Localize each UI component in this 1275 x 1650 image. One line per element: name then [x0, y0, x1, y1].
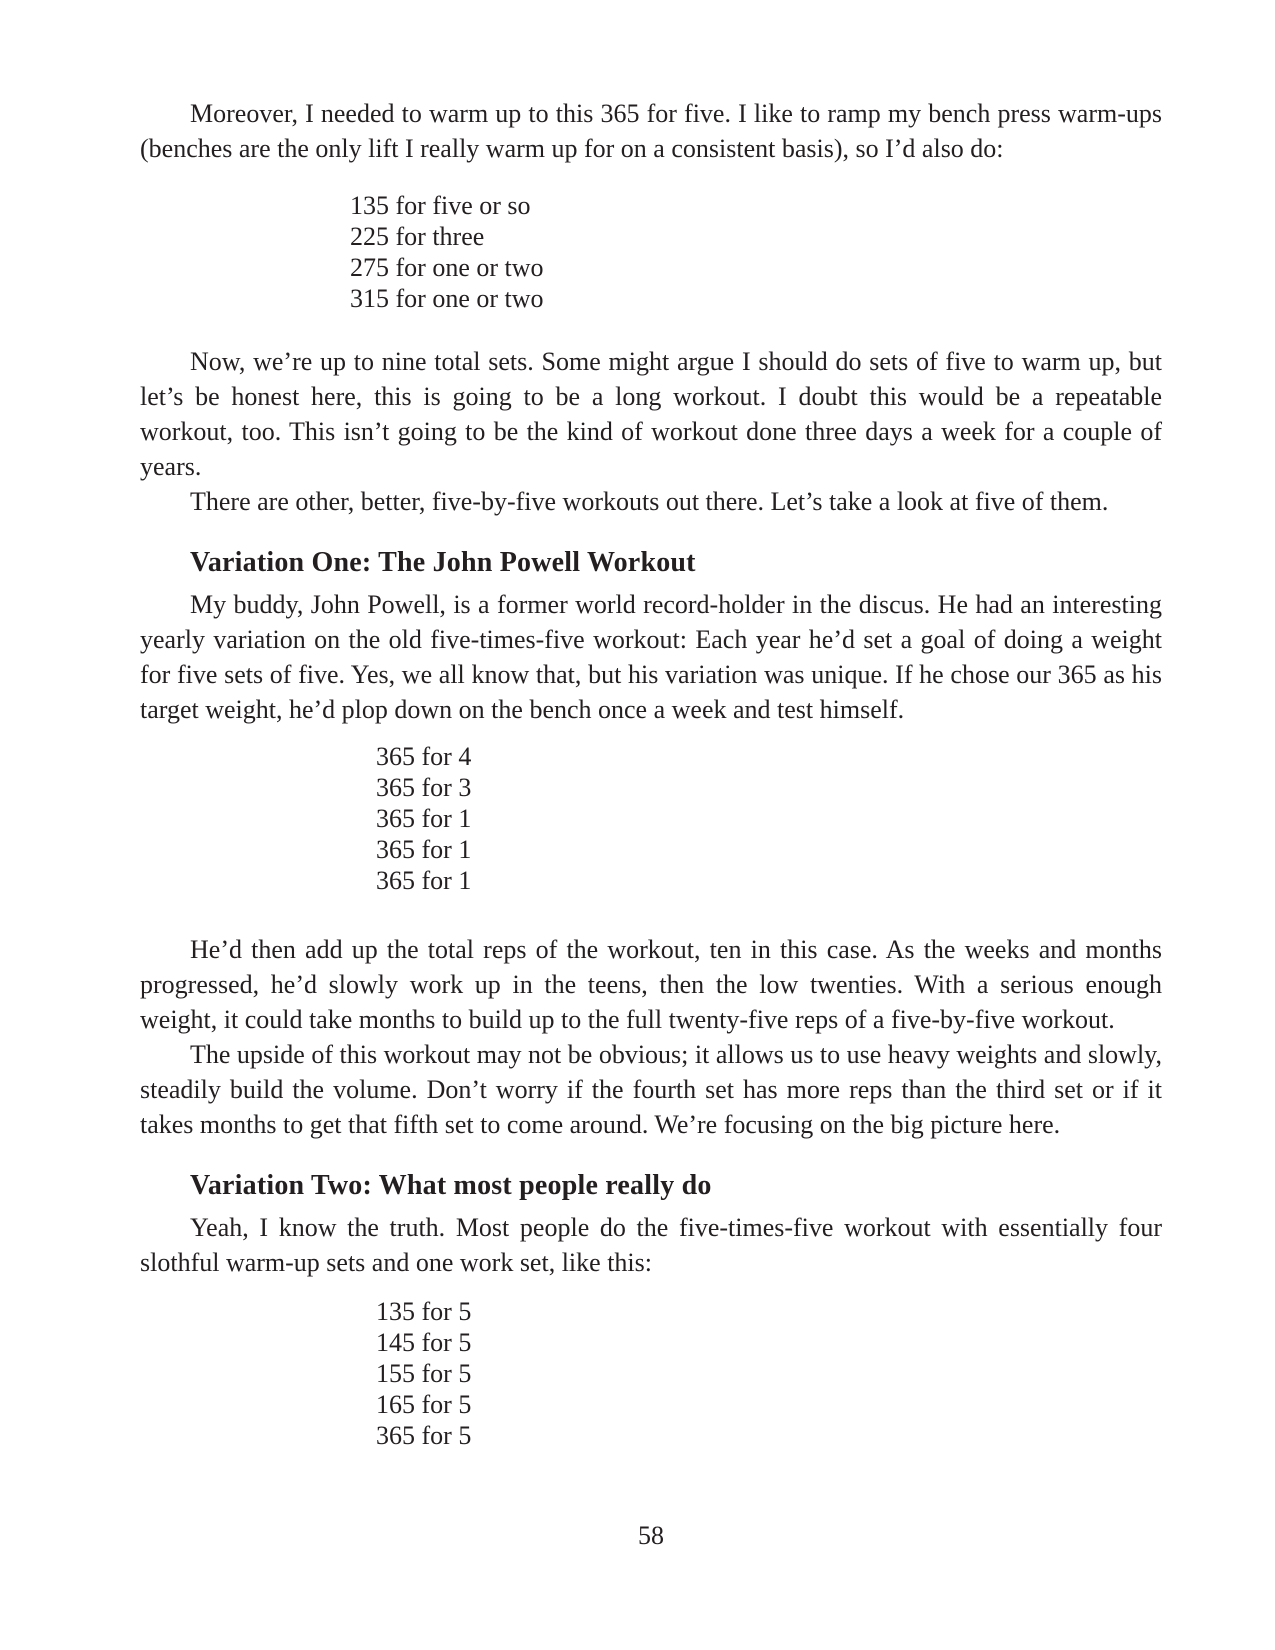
paragraph-warmup-intro: Moreover, I needed to warm up to this 365 for five. I like to ramp my bench press warm-ups (benches are the only lift I really warm up for on a consistent basis), so I’d also do: — [140, 99, 1162, 163]
page-number: 58 — [638, 1521, 664, 1550]
set-list-item: 135 for 5 — [376, 1297, 472, 1326]
set-list-item: 365 for 1 — [376, 804, 472, 833]
powell-set-list — [376, 741, 1162, 896]
set-list-item: 275 for one or two — [350, 253, 544, 282]
set-list-item: 135 for five or so — [350, 191, 531, 220]
heading-variation-two: Variation Two: What most people really do — [190, 1170, 712, 1201]
paragraph-nine-total-sets: Now, we’re up to nine total sets. Some might argue I should do sets of five to warm up, but let’s be honest here, this is going to be a long workout. I doubt this would be a repeatable workout, too. This isn’t going to be the kind of workout done three days a week for a couple of years. — [140, 347, 1162, 481]
set-list-item: 315 for one or two — [350, 284, 544, 313]
set-list-item: 365 for 1 — [376, 835, 472, 864]
set-list-item: 225 for three — [350, 222, 485, 251]
set-list-item: 365 for 1 — [376, 866, 472, 895]
paragraph-other-workouts: There are other, better, five-by-five workouts out there. Let’s take a look at five of them. — [190, 487, 1109, 516]
set-list-item: 365 for 3 — [376, 773, 472, 802]
paragraph-upside: The upside of this workout may not be obvious; it allows us to use heavy weights and slowly, steadily build the volume. Don’t worry if the fourth set has more reps than the third set or if it takes months to get that fifth set to come around. We’re focusing on the big picture here. — [140, 1040, 1162, 1139]
set-list-item: 165 for 5 — [376, 1390, 472, 1419]
heading-variation-one: Variation One: The John Powell Workout — [190, 547, 696, 578]
set-list-item: 365 for 5 — [376, 1421, 472, 1450]
set-list-item: 155 for 5 — [376, 1359, 472, 1388]
set-list-item: 365 for 4 — [376, 742, 472, 771]
paragraph-total-reps: He’d then add up the total reps of the workout, ten in this case. As the weeks and months progressed, he’d slowly work up in the teens, then the low twenties. With a serious enough weight, it could take months to build up to the full twenty-five reps of a five-by-five workout. — [140, 935, 1162, 1034]
paragraph-most-people: Yeah, I know the truth. Most people do the five-times-five workout with essentially four slothful warm-up sets and one work set, like this: — [140, 1213, 1162, 1277]
warmup-set-list — [350, 190, 1162, 314]
most-people-set-list — [376, 1296, 1162, 1451]
paragraph-john-powell: My buddy, John Powell, is a former world record-holder in the discus. He had an interesting yearly variation on the old five-times-five workout: Each year he’d set a goal of doing a weight for five sets of five. Yes, we all know that, but his variation was unique. If he chose our 365 as his target weight, he’d plop down on the bench once a week and test himself. — [140, 590, 1162, 724]
set-list-item: 145 for 5 — [376, 1328, 472, 1357]
